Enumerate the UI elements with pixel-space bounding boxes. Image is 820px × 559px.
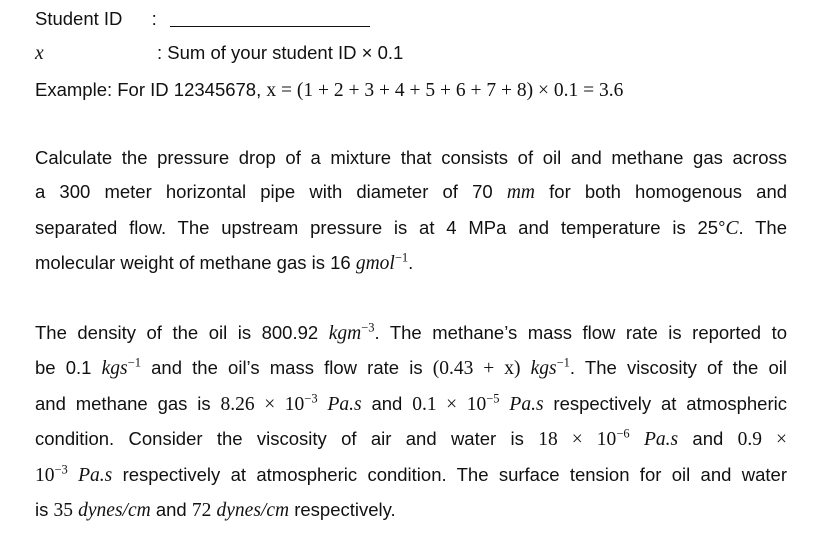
problem-line-4: molecular weight of methane gas is 16 gmol$^{-1}$. <box>35 250 414 274</box>
details-line-3: and methane gas is $8.26 \times 10^{-3}$ Pa.s and $0.1 \times 10^{-5}$ Pa.s respectively at atmospheric <box>35 391 787 415</box>
problem-line-3: separated flow. The upstream pressure is at 4 MPa and temperature is 25°C. The <box>35 217 787 239</box>
x-definition-text: : Sum of your student ID × 0.1 <box>157 42 404 63</box>
details-line-2: be 0.1 kgs$^{-1}$ and the oil’s mass flow rate is (0.43 + x) kgs$^{-1}$. The viscosity of the oil <box>35 355 788 379</box>
details-line-1: The density of the oil is 800.92 kgm$^{-3}$. The methane’s mass flow rate is reported to <box>35 320 788 344</box>
student-id-row <box>35 8 370 30</box>
example-prefix: Example: For ID 12345678, <box>35 79 262 100</box>
student-id-label: Student ID <box>35 8 123 29</box>
details-line-4: condition. Consider the viscosity of air and water is $18 \times 10^{-6}$ Pa.s and 0.9 × <box>35 426 788 450</box>
problem-line-2: a 300 meter horizontal pipe with diameter of 70 mm for both homogenous and <box>35 181 788 203</box>
x-definition-row <box>35 42 44 65</box>
example-row <box>35 79 623 102</box>
details-line-6: is 35 dynes/cm and 72 dynes/cm respectively. <box>35 499 396 521</box>
student-id-colon: : <box>151 8 157 29</box>
details-line-5: $10^{-3}$ Pa.s respectively at atmospheric condition. The surface tension for oil and water <box>35 462 787 486</box>
student-id-blank <box>170 9 370 27</box>
example-formula: x = (1 + 2 + 3 + 4 + 5 + 6 + 7 + 8) × 0.1 = 3.6 <box>266 80 624 101</box>
x-symbol: x <box>35 43 44 64</box>
problem-line-1: Calculate the pressure drop of a mixture that consists of oil and methane gas across <box>35 147 787 168</box>
